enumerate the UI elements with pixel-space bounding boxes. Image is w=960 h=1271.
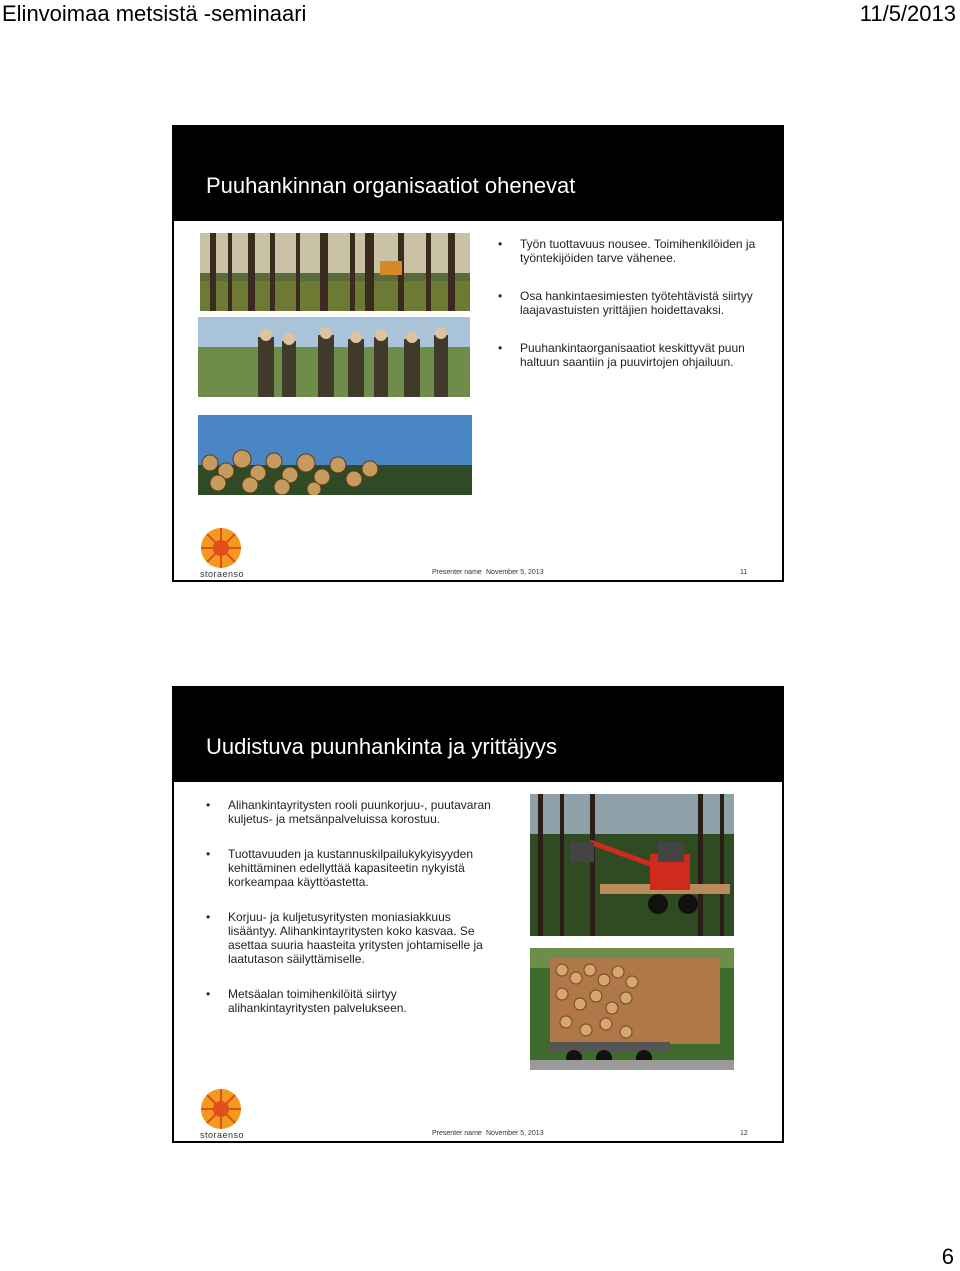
bullet-item: • Alihankintayritysten rooli puunkorjuu-, puutavaran kuljetus- ja metsänpalveluissa korostuu. bbox=[206, 798, 491, 826]
footer-presenter: Presenter name bbox=[432, 569, 482, 576]
slide-11 bbox=[172, 125, 784, 582]
footer-slide-number: 11 bbox=[740, 569, 748, 576]
timber-truck-photo bbox=[530, 948, 734, 1070]
slide-title: Uudistuva puunhankinta ja yrittäjyys bbox=[206, 734, 557, 759]
footer-date: November 5, 2013 bbox=[486, 1130, 544, 1137]
logo-wordmark: storaenso bbox=[200, 569, 245, 579]
slide-title-bar bbox=[174, 127, 782, 221]
bullet-item: • Korjuu- ja kuljetusyritysten moniasiakkuus lisääntyy. Alihankintayritysten koko kasvaa. Se asettaa suuria haasteita yritysten johtamiselle ja laatutason säilyttämiselle. bbox=[206, 910, 491, 966]
slide-12 bbox=[172, 686, 784, 1143]
page-header bbox=[0, 0, 960, 28]
logo-wordmark: storaenso bbox=[200, 1130, 245, 1140]
bullet-list bbox=[206, 798, 491, 1036]
people-photo bbox=[198, 317, 470, 397]
bullet-item: • Tuottavuuden ja kustannuskilpailukykyisyyden kehittäminen edellyttää kapasiteetin nykyistä korkeampaa käyttöastetta. bbox=[206, 847, 491, 889]
slide-title-bar bbox=[174, 688, 782, 782]
bullet-item: • Puuhankintaorganisaatiot keskittyvät puun haltuun saantiin ja puuvirtojen ohjailuun. bbox=[498, 341, 764, 369]
bullet-item: • Työn tuottavuus nousee. Toimihenkilöiden ja työntekijöiden tarve vähenee. bbox=[498, 237, 764, 265]
slide-title: Puuhankinnan organisaatiot ohenevat bbox=[206, 173, 576, 198]
document-date: 11/5/2013 bbox=[859, 1, 956, 26]
harvester-photo bbox=[530, 794, 734, 936]
footer-date: November 5, 2013 bbox=[486, 569, 544, 576]
bullet-list bbox=[498, 237, 764, 393]
bullet-item: • Osa hankintaesimiesten työtehtävistä siirtyy laajavastuisten yrittäjien hoidettavaksi. bbox=[498, 289, 764, 317]
document-title: Elinvoimaa metsistä -seminaari bbox=[2, 1, 307, 26]
footer-slide-number: 12 bbox=[740, 1130, 748, 1137]
bullet-item: • Metsäalan toimihenkilöitä siirtyy alihankintayritysten palvelukseen. bbox=[206, 987, 491, 1015]
forest-photo bbox=[200, 233, 470, 311]
log-pile-photo bbox=[198, 415, 472, 495]
page-number: 6 bbox=[941, 1244, 954, 1269]
footer-presenter: Presenter name bbox=[432, 1130, 482, 1137]
